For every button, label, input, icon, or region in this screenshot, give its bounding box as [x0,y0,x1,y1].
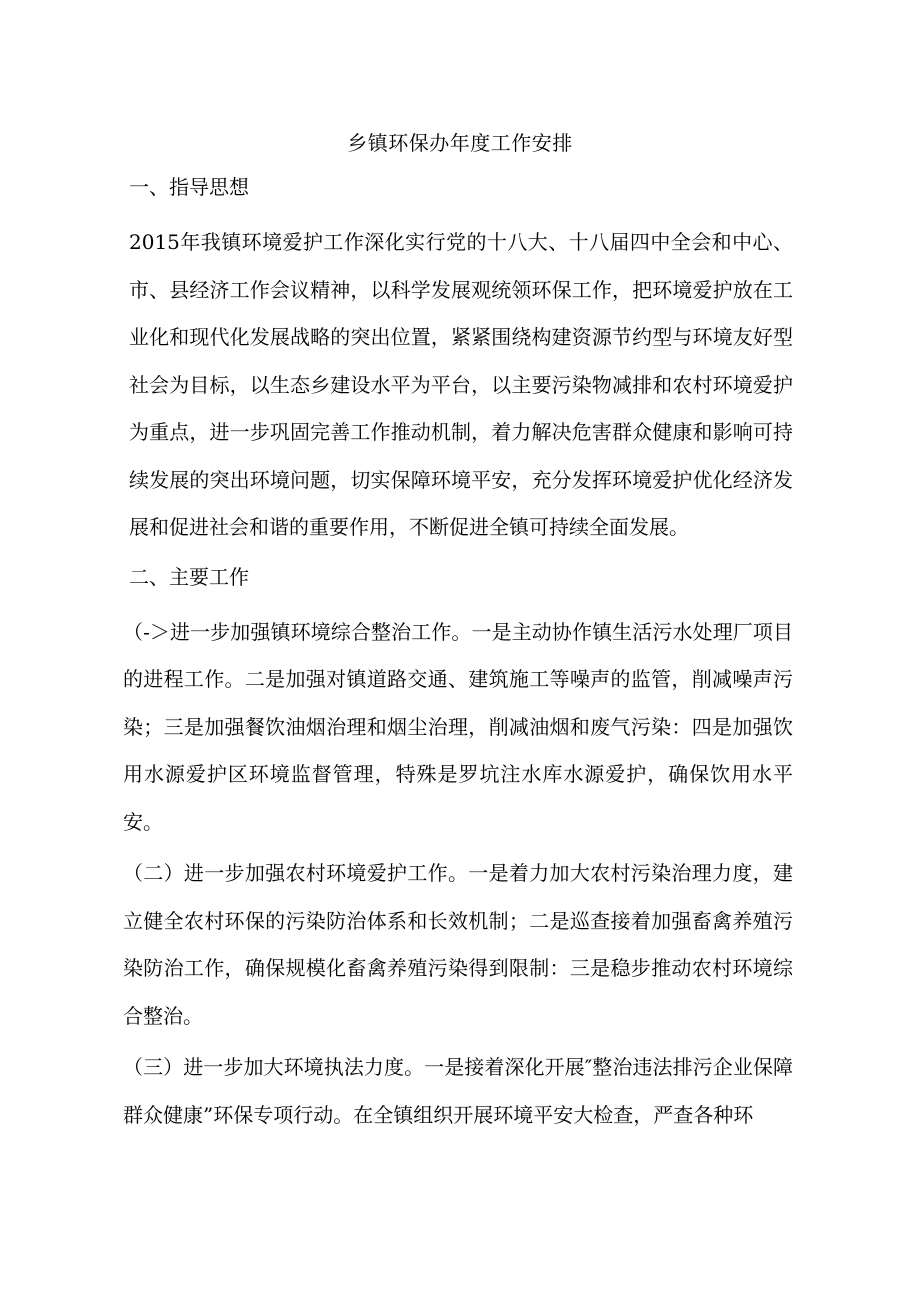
paragraph-main-work-2: （二）进一步加强农村环境爱护工作。一是着力加大农村污染治理力度，建立健全农村环保的污染防治体系和长效机制；二是巡查接着加强畜禽养殖污染防治工作，确保规模化畜禽养殖污染得到限制：三是稳步推动农村环境综合整治。 [123,861,793,1028]
paragraph-guiding-ideology: 2015年我镇环境爱护工作深化实行党的十八大、十八届四中全会和中心、市、县经济工作会议精神，以科学发展观统领环保工作，把环境爱护放在工业化和现代化发展战略的突出位置，紧紧围绕构建资源节约型与环境友好型社会为目标，以生态乡建设水平为平台，以主要污染物减排和农村环境爱护为重点，进一步巩固完善工作推动机制，着力解决危害群众健康和影响可持续发展的突出环境问题，切实保障环境平安，充分发挥环境爱护优化经济发展和促进社会和谐的重要作用，不断促进全镇可持续全面发展。 [129,230,793,539]
document-body [123,172,793,1139]
document-title: 乡镇环保办年度工作安排 [347,131,573,155]
paragraph-main-work-3: （三）进一步加大环境执法力度。一是接着深化开展″整治违法排污企业保障群众健康”环保专项行动。在全镇组织开展环境平安大检查，严查各种环 [123,1055,793,1127]
paragraph-main-work-1: （-＞进一步加强镇环境综合整治工作。一是主动协作镇生活污水处理厂项目的进程工作。二是加强对镇道路交通、建筑施工等噪声的监管，削减噪声污染；三是加强餐饮油烟治理和烟尘治理，削减油烟和废气污染：四是加强饮用水源爱护区环境监督管理，特殊是罗坑注水库水源爱护，确保饮用水平安。 [123,619,793,834]
section-heading-main-work: 二、主要工作 [129,564,249,589]
section-heading-guiding-ideology: 一、指导思想 [129,175,249,199]
